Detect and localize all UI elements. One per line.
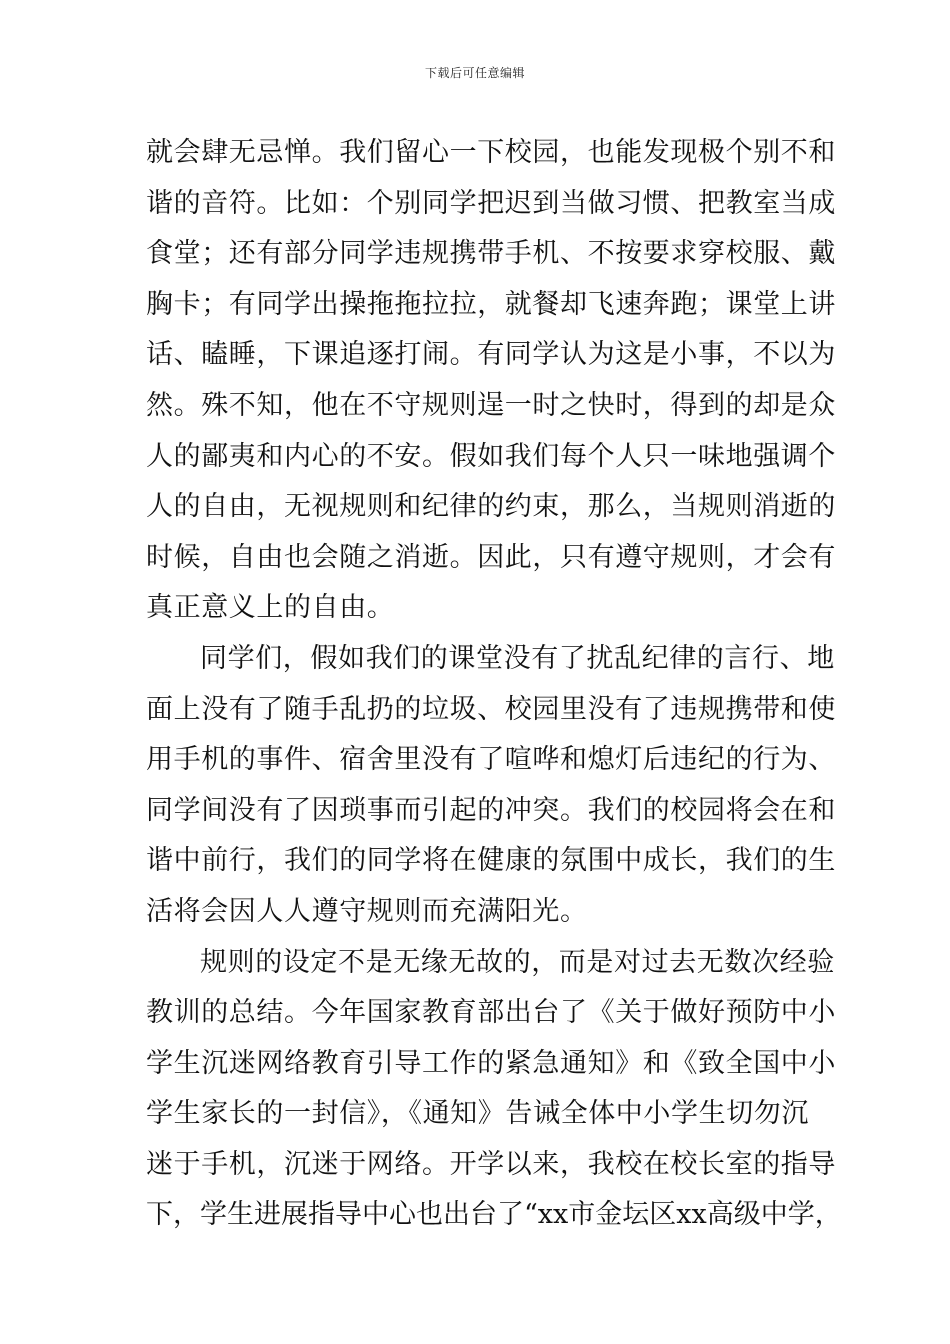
paragraph: [146, 634, 836, 938]
text-line: 学生家长的一封信》，《通知》告诫全体中小学生切勿沉: [146, 1098, 809, 1130]
text-line: 学生沉迷网络教育引导工作的紧急通知》和《致全国中小: [146, 1047, 836, 1079]
text-line: 规则的设定不是无缘无故的，而是对过去无数次经验: [200, 946, 835, 978]
paragraph: [146, 938, 842, 1242]
text-line: 同学们，假如我们的课堂没有了扰乱纪律的言行、地: [200, 642, 835, 674]
text-line: 用手机的事件、宿舍里没有了喧哗和熄灯后违纪的行为、: [146, 744, 836, 776]
text-line: 时候，自由也会随之消逝。因此，只有遵守规则，才会有: [146, 541, 836, 573]
text-line: 食堂；还有部分同学违规携带手机、不按要求穿校服、戴: [146, 238, 836, 270]
text-line: 话、瞌睡，下课追逐打闹。有同学认为这是小事，不以为: [146, 339, 836, 371]
text-line: 面上没有了随手乱扔的垃圾、校园里没有了违规携带和使: [146, 693, 836, 725]
text-line: 人的鄙夷和内心的不安。假如我们每个人只一味地强调个: [146, 440, 836, 472]
page-header: 下载后可任意编辑: [424, 66, 525, 80]
text-line: 胸卡；有同学出操拖拖拉拉，就餐却飞速奔跑；课堂上讲: [146, 288, 836, 320]
text-line: 谐的音符。比如：个别同学把迟到当做习惯、把教室当成: [146, 187, 836, 219]
text-line: 同学间没有了因琐事而引起的冲突。我们的校园将会在和: [146, 794, 836, 826]
text-line: 下，学生进展指导中心也出台了“xx市金坛区xx高级中学，: [146, 1199, 842, 1231]
text-line: 就会肆无忌惮。我们留心一下校园，也能发现极个别不和: [146, 137, 836, 168]
text-line: 人的自由，无视规则和纪律的约束，那么，当规则消逝的: [146, 491, 836, 523]
text-line: 真正意义上的自由。: [146, 592, 395, 624]
text-line: 谐中前行，我们的同学将在健康的氛围中成长，我们的生: [146, 845, 836, 877]
text-line: 迷于手机，沉迷于网络。开学以来，我校在校长室的指导: [146, 1148, 836, 1180]
document-body: [146, 128, 842, 1241]
paragraph: [146, 128, 836, 634]
text-line: 然。殊不知，他在不守规则逞一时之快时，得到的却是众: [146, 389, 836, 421]
text-line: 活将会因人人遵守规则而充满阳光。: [146, 895, 588, 927]
text-line: 教训的总结。今年国家教育部出台了《关于做好预防中小: [146, 997, 836, 1029]
